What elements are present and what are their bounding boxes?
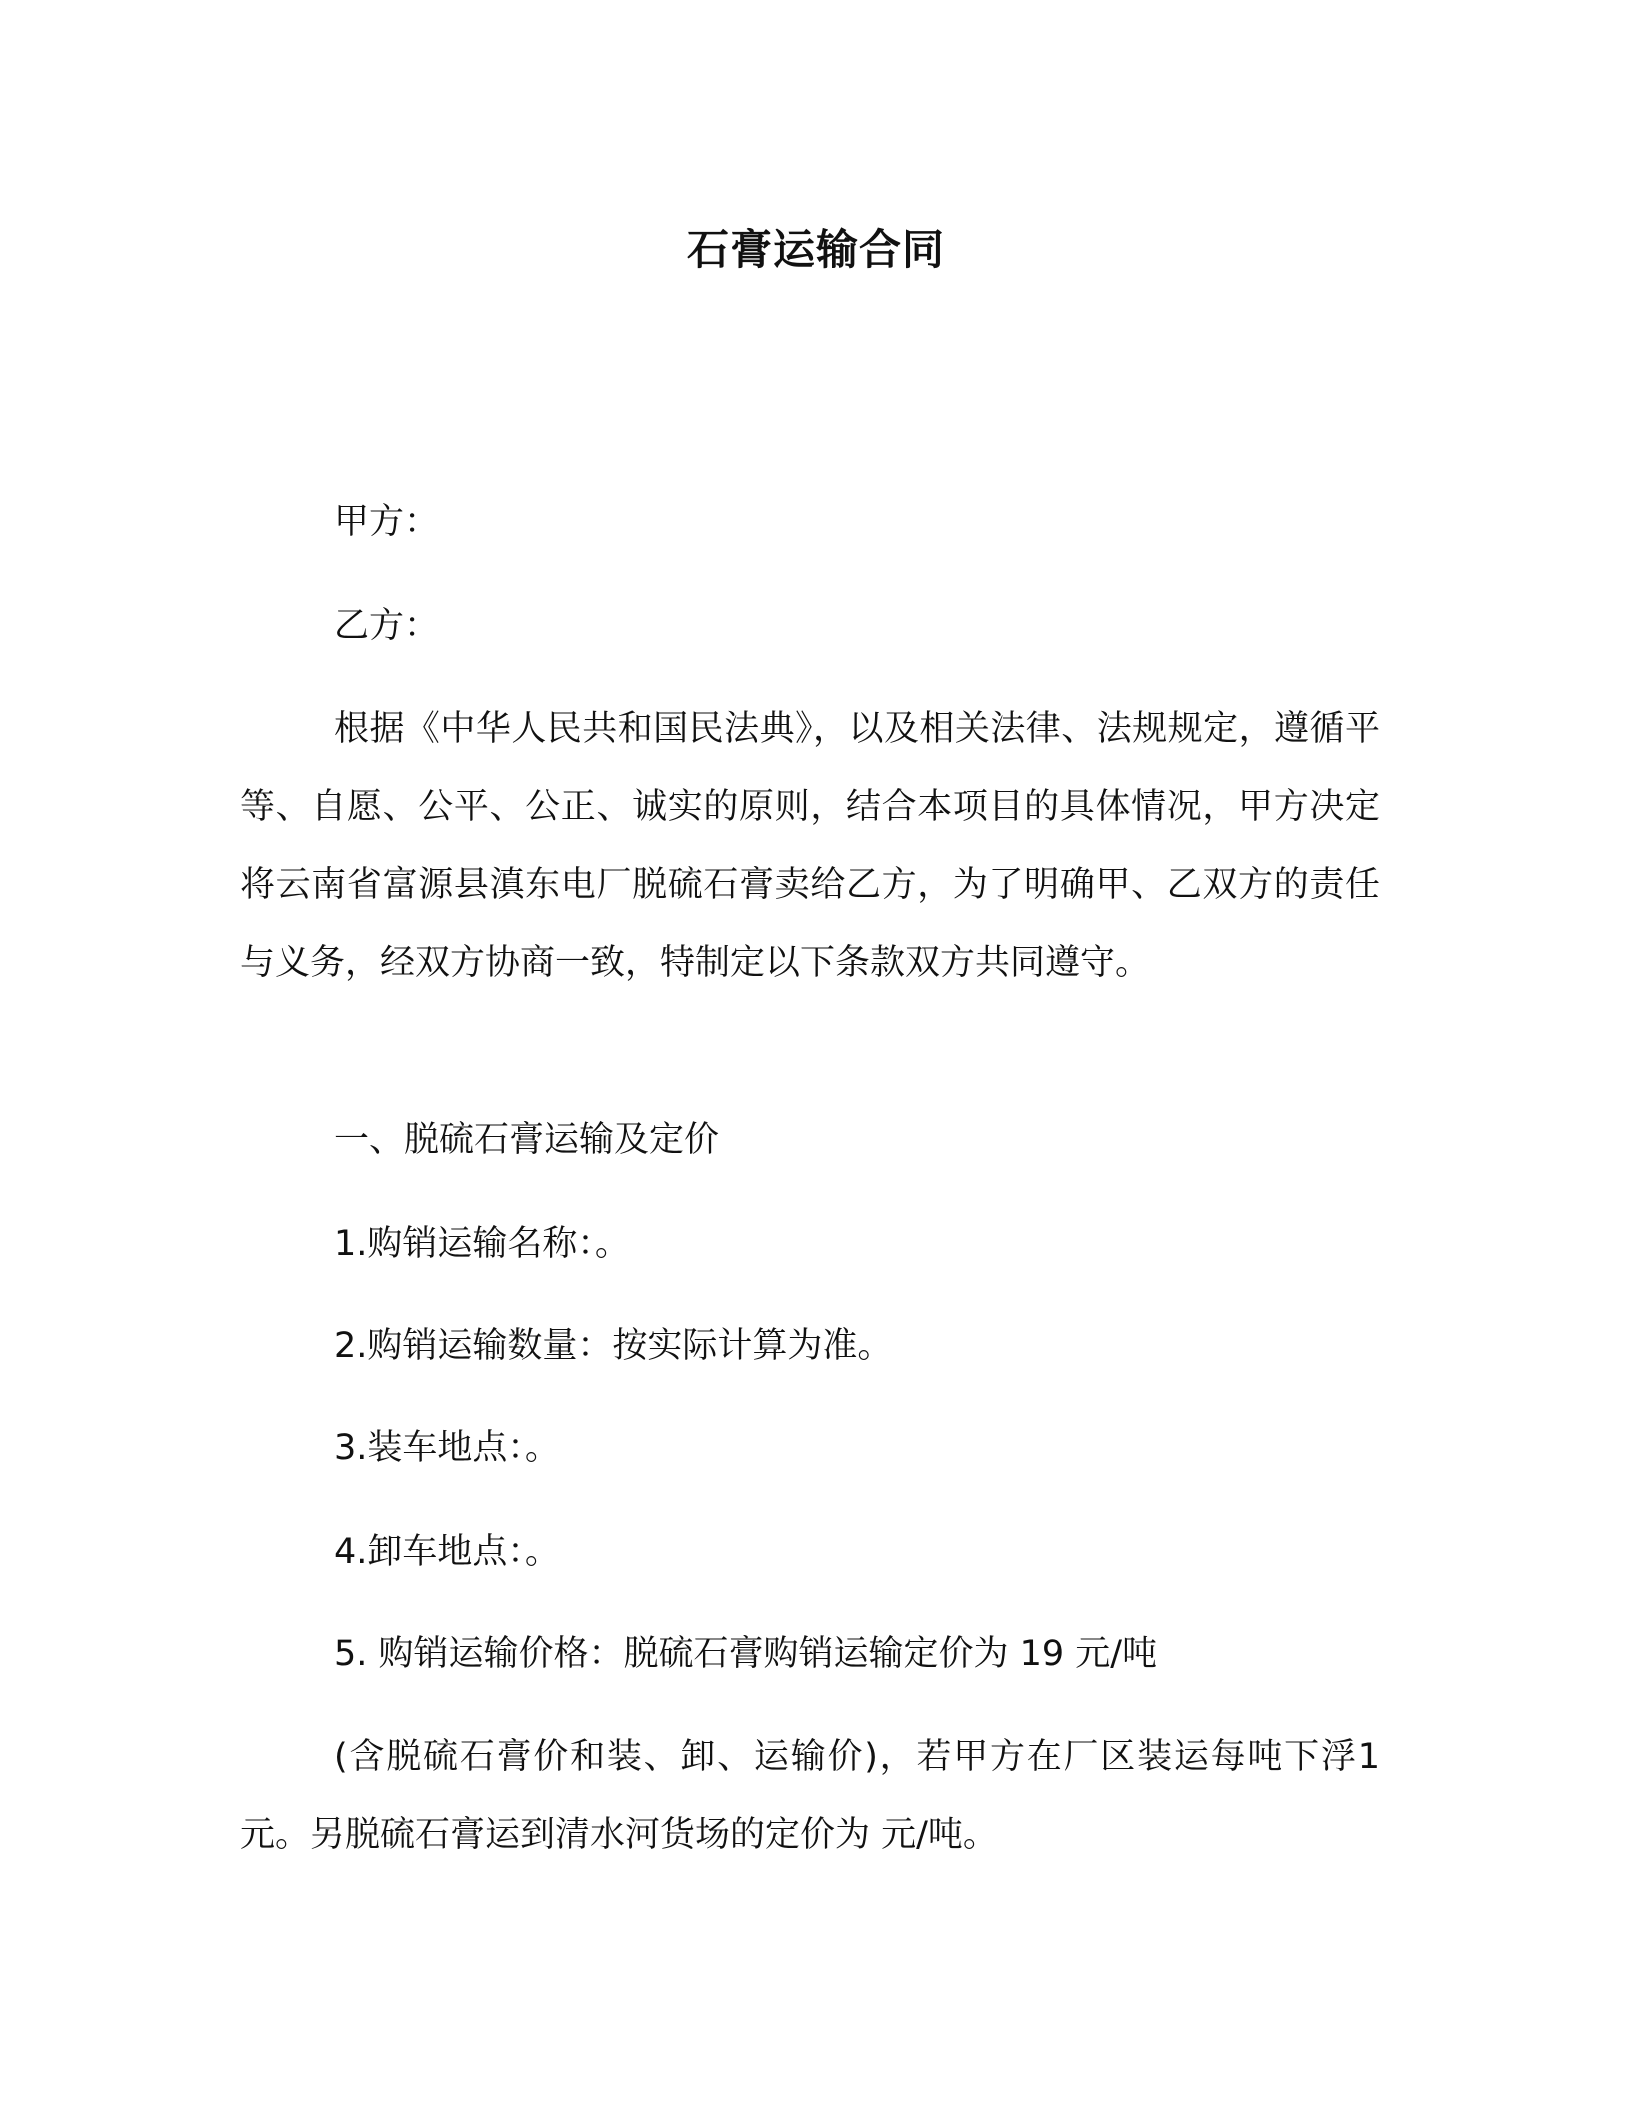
party-b-label: 乙方： (334, 606, 440, 646)
document-title: 石膏运输合同 (686, 225, 945, 274)
clause-1-1: 1.购销运输名称：。 (334, 1224, 630, 1264)
party-a-label: 甲方： (334, 502, 440, 542)
clause-1-5: 5. 购销运输价格：脱硫石膏购销运输定价为 19 元/吨 (334, 1634, 1158, 1674)
clause-1-4: 4.卸车地点：。 (334, 1532, 560, 1572)
clause-1-3: 3.装车地点：。 (334, 1428, 560, 1468)
clause-1-5-continuation: (含脱硫石膏价和装、卸、运输价)，若甲方在厂区装运每吨下浮1 元。另脱硫石膏运到清水河货场的定价为 元/吨。 (240, 1737, 1380, 1855)
intro-paragraph: 根据《中华人民共和国民法典》，以及相关法律、法规规定，遵循平等、自愿、公平、公正、诚实的原则，结合本项目的具体情况，甲方决定将云南省富源县滇东电厂脱硫石膏卖给乙方，为了明确甲、乙双方的责任与义务，经双方协商一致，特制定以下条款双方共同遵守。 (240, 709, 1380, 983)
section-1-heading: 一、脱硫石膏运输及定价 (334, 1120, 720, 1160)
clause-1-2: 2.购销运输数量：按实际计算为准。 (334, 1326, 893, 1366)
